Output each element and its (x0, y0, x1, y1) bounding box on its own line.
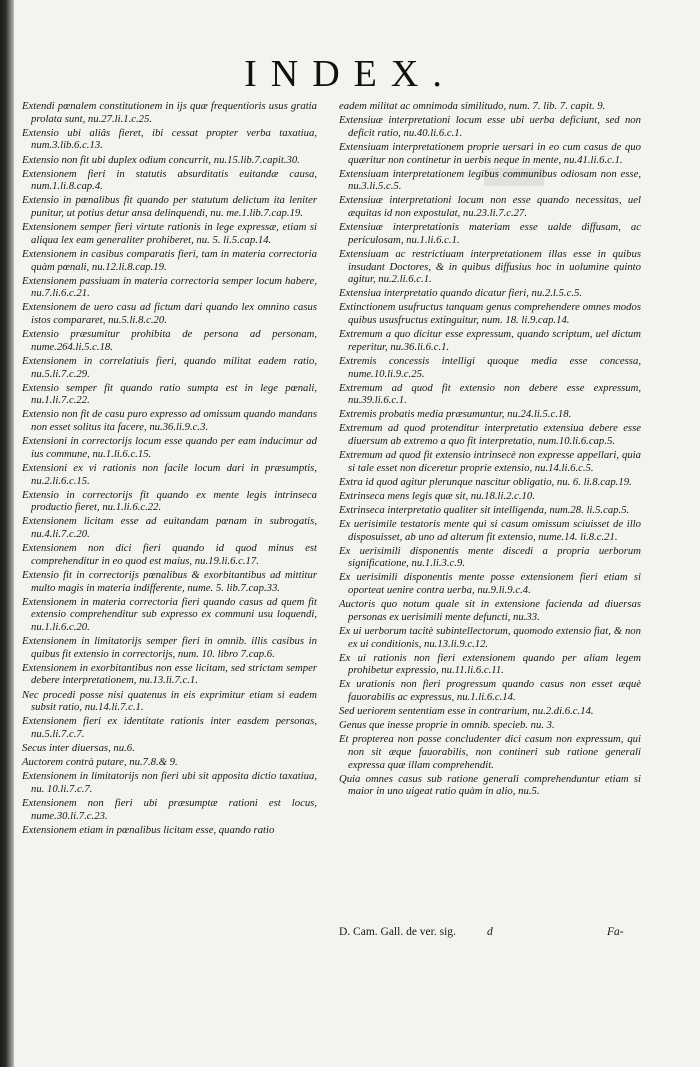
catchword: Fa- (607, 926, 624, 938)
index-entry: Secus inter diuersas, nu.6. (22, 742, 135, 754)
index-entry: Extensionem non fieri ubi præsumptæ rationi est locus, nume.30.li.7.c.23. (22, 796, 317, 822)
index-entry: Ex uerisimili disponentis mente discedi a propria uerborum significatione, nu.1.li.3.c.9. (339, 544, 641, 570)
index-entry: Extensionem de uero casu ad fictum dari quando lex omnino casus istos compararet, nu.5.li.8.c.20. (22, 301, 317, 326)
index-entry: Extensio in correctorijs fit quando ex mente legis intrinseca productio fieret, nu.1.li.6.c.22. (22, 488, 317, 514)
index-entry: Extremum a quo dicitur esse expressum, quando scriptum, uel dictum reperitur, nu.36.li.6.c.1. (339, 328, 641, 353)
index-entry: Extrinseca interpretatio qualiter sit intelligenda, num.28. li.5.cap.5. (339, 503, 630, 516)
index-column-left (22, 100, 317, 838)
index-entry: Extensionem fieri ex identitate rationis inter easdem personas, nu.5.li.7.c.7. (22, 715, 317, 740)
index-entry: Extrinseca mens legis quæ sit, nu.18.li.2.c.10. (339, 489, 535, 502)
index-entry: Ex ui rationis non fieri extensionem quando per aliam legem prohibetur expressio, nu.11.li.6.c.11. (339, 651, 641, 677)
index-entry: Extensiuæ interpretationis materiam esse ualde diffusam, ac periculosam, nu.1.li.6.c.1. (339, 221, 641, 246)
index-entry: Extra id quod agitur plerunque nascitur obligatio, nu. 6. li.8.cap.19. (339, 475, 632, 488)
index-entry: Quia omnes casus sub ratione generali comprehenduntur etiam si maior in uno uigeat ratio quàm in alio, nu.5. (339, 772, 641, 798)
index-entry: Extensiuam interpretationem proprie uersari in eo cum casus de quo quæritur non continetur in uerbis neque in mente, nu.41.li.6.c.1. (339, 140, 641, 166)
index-entry: Extensionem in limitatorijs non fieri ubi sit apposita dictio taxatiua, nu. 10.li.7.c.7. (22, 770, 317, 795)
index-entry: Extremis concessis intelligi quoque media esse concessa, nume.10.li.9.c.25. (339, 354, 641, 380)
index-entry: Extensionem in correlatiuis fieri, quando militat eadem ratio, nu.5.li.7.c.29. (22, 354, 317, 380)
index-entry: Extensionem semper fieri virtute rationis in lege expressæ, etiam si aliqua lex eam generaliter prohiberet, nu. 5. li.5.cap.14. (22, 221, 317, 246)
index-entry: Genus que inesse proprie in omnib. specieb. nu. 3. (339, 719, 555, 732)
index-entry: Extensio semper fit quando ratio sumpta est in lege pœnali, nu.1.li.7.c.22. (22, 381, 317, 407)
index-entry: Extensionem in materia correctoria fieri quando casus ad quem fit extensio comprehenditur sub expresso ex communi usu loquendi, nu.1.li.6.c.20. (22, 595, 317, 633)
index-entry: Extensio non fit de casu puro expresso ad omissum quando mandans non esset solitus ita facere, nu.36.li.9.c.3. (22, 408, 317, 433)
index-entry: Extensio non fit ubi duplex odium concurrit, nu.15.lib.7.capit.30. (22, 153, 300, 166)
index-entry: Auctoris quo notum quale sit in extensione facienda ad diuersas personas ex uerisimili mente defuncti, nu.33. (339, 598, 641, 623)
index-entry: Extensiuæ interpretationi locum esse ubi uerba deficiunt, sed non deficit ratio, nu.40.li.6.c.1. (339, 114, 641, 139)
index-entry: Extremum ad quod fit extensio intrinsecè non expresse appellari, quia si tale esset non diceretur proprie extensio, nu.14.li.6.c.5. (339, 449, 641, 474)
index-entry: Extendi pœnalem constitutionem in ijs quæ frequentioris usus gratia prolata sunt, nu.27.li.1.c.25. (22, 100, 317, 125)
index-column-right (339, 100, 641, 800)
index-entry: Extensionem fieri in statutis absurditatis euitandæ causa, num.1.li.8.cap.4. (22, 167, 317, 193)
index-entry: Ex ui uerborum tacitè subintellectorum, quomodo extensio fiat, & non ex ui conditionis, nu.13.li.9.c.12. (339, 624, 641, 650)
page-title: INDEX. (244, 53, 456, 95)
book-gutter-edge (0, 0, 14, 1067)
index-entry: Extensiuam interpretationem legibus communibus odiosam non esse, nu.3.li.5.c.5. (339, 167, 641, 193)
index-entry: Ex urationis non fieri progressum quando casus non esset æquè fauorabilis ac expressus, nu.1.li.6.c.14. (339, 678, 641, 704)
index-entry: Extensionem non dici fieri quando id quod minus est comprehenditur in eo quod est maius, nu.19.li.6.c.17. (22, 542, 317, 567)
index-entry: Extensio fit in correctorijs pœnalibus & exorbitantibus ad mittitur multo magis in materia indifferente, nume. 5. lib.7.cap.33. (22, 568, 317, 594)
index-entry: Et propterea non posse concludenter dici casum non expressum, qui non sit æque fauorabilis, non contineri sub ratione generali expressa quæ illam comprehendit. (339, 733, 641, 771)
index-entry: Extensionem passiuam in materia correctoria semper locum habere, nu.7.li.6.c.21. (22, 274, 317, 300)
index-entry: Extensionem licitam esse ad euitandam pœnam in subrogatis, nu.4.li.7.c.20. (22, 515, 317, 540)
index-entry: Extensionem etiam in pœnalibus licitam esse, quando ratio (22, 823, 275, 836)
index-entry: Extensio in pœnalibus fit quando per statutum delictum ita leniter punitur, ut potius detur ansa delinquendi, nu. me.1.lib.7.cap.19. (22, 194, 317, 219)
footer-signature: D. Cam. Gall. de ver. sig. (339, 926, 456, 938)
index-entry: Ex uerisimile testatoris mente qui si casum omissum sciuisset de illo disposuisset, ab uno ad alterum fit extensio, nume.14. li.8.c.21. (339, 517, 641, 543)
index-entry: Extensionem in exorbitantibus non esse licitam, sed strictam semper debere interpretationem, nu.13.li.7.c.1. (22, 661, 317, 687)
index-entry: Extremis probatis media præsumuntur, nu.24.li.5.c.18. (339, 408, 572, 421)
index-entry: Extensio ubi aliâs fieret, ibi cessat propter verba taxatiua, num.3.lib.6.c.13. (22, 126, 317, 152)
index-entry: Extensionem in limitatorijs semper fieri in omnib. illis casibus in quibus fit extensio in correctorijs, num. 10. libro 7.cap.6. (22, 635, 317, 660)
index-entry: Extensionem in casibus comparatis fieri, tam in materia correctoria quàm pœnali, nu.12.li.8.cap.19. (22, 247, 317, 273)
index-entry: Sed ueriorem sententiam esse in contrarium, nu.2.di.6.c.14. (339, 705, 594, 718)
index-entry: Nec procedi posse nisi quatenus in eis exprimitur etiam si eadem subsit ratio, nu.14.li.7.c.1. (22, 688, 317, 714)
index-entry: Extensioni in correctorijs locum esse quando per eam inducimur ad ius commune, nu.1.li.6.c.15. (22, 435, 317, 460)
index-entry: Extensio præsumitur prohibita de persona ad personam, nume.264.li.5.c.18. (22, 328, 317, 353)
index-entry: Extremum ad quod fit extensio non debere esse expressum, nu.39.li.6.c.1. (339, 381, 641, 407)
index-entry: eadem militat ac omnimoda similitudo, num. 7. lib. 7. capit. 9. (339, 100, 606, 112)
index-entry: Extremum ad quod protenditur interpretatio extensiua debere esse diuersum ab extremo a quo fit interpretatio, num.10.li.6.cap.5. (339, 422, 641, 448)
index-entry: Ex uerisimili disponentis mente posse extensionem fieri etiam si oporteat uenire contra uerba, nu.9.li.9.c.4. (339, 571, 641, 597)
signature-mark: d (487, 926, 493, 938)
index-entry: Extensioni ex vi rationis non facile locum dari in præsumptis, nu.2.li.6.c.15. (22, 461, 317, 487)
index-entry: Auctorem contrà putare, nu.7.8.& 9. (22, 756, 178, 769)
index-entry: Extensiuam ac restrictiuam interpretationem illas esse in quibus insudant Doctores, & in quibus diffusius hoc in uolumine quinto agitur, nu.2.li.6.c.1. (339, 247, 641, 286)
index-entry: Extensiuæ interpretationi locum non esse quando necessitas, uel æquitas id non expostulat, nu.23.li.7.c.27. (339, 194, 641, 219)
index-entry: Extinctionem usufructus tanquam genus comprehendere omnes modos quibus ususfructus extinguitur, num. 18. li.9.cap.14. (339, 301, 641, 326)
index-entry: Extensiua interpretatio quando dicatur fieri, nu.2.l.5.c.5. (339, 287, 583, 300)
